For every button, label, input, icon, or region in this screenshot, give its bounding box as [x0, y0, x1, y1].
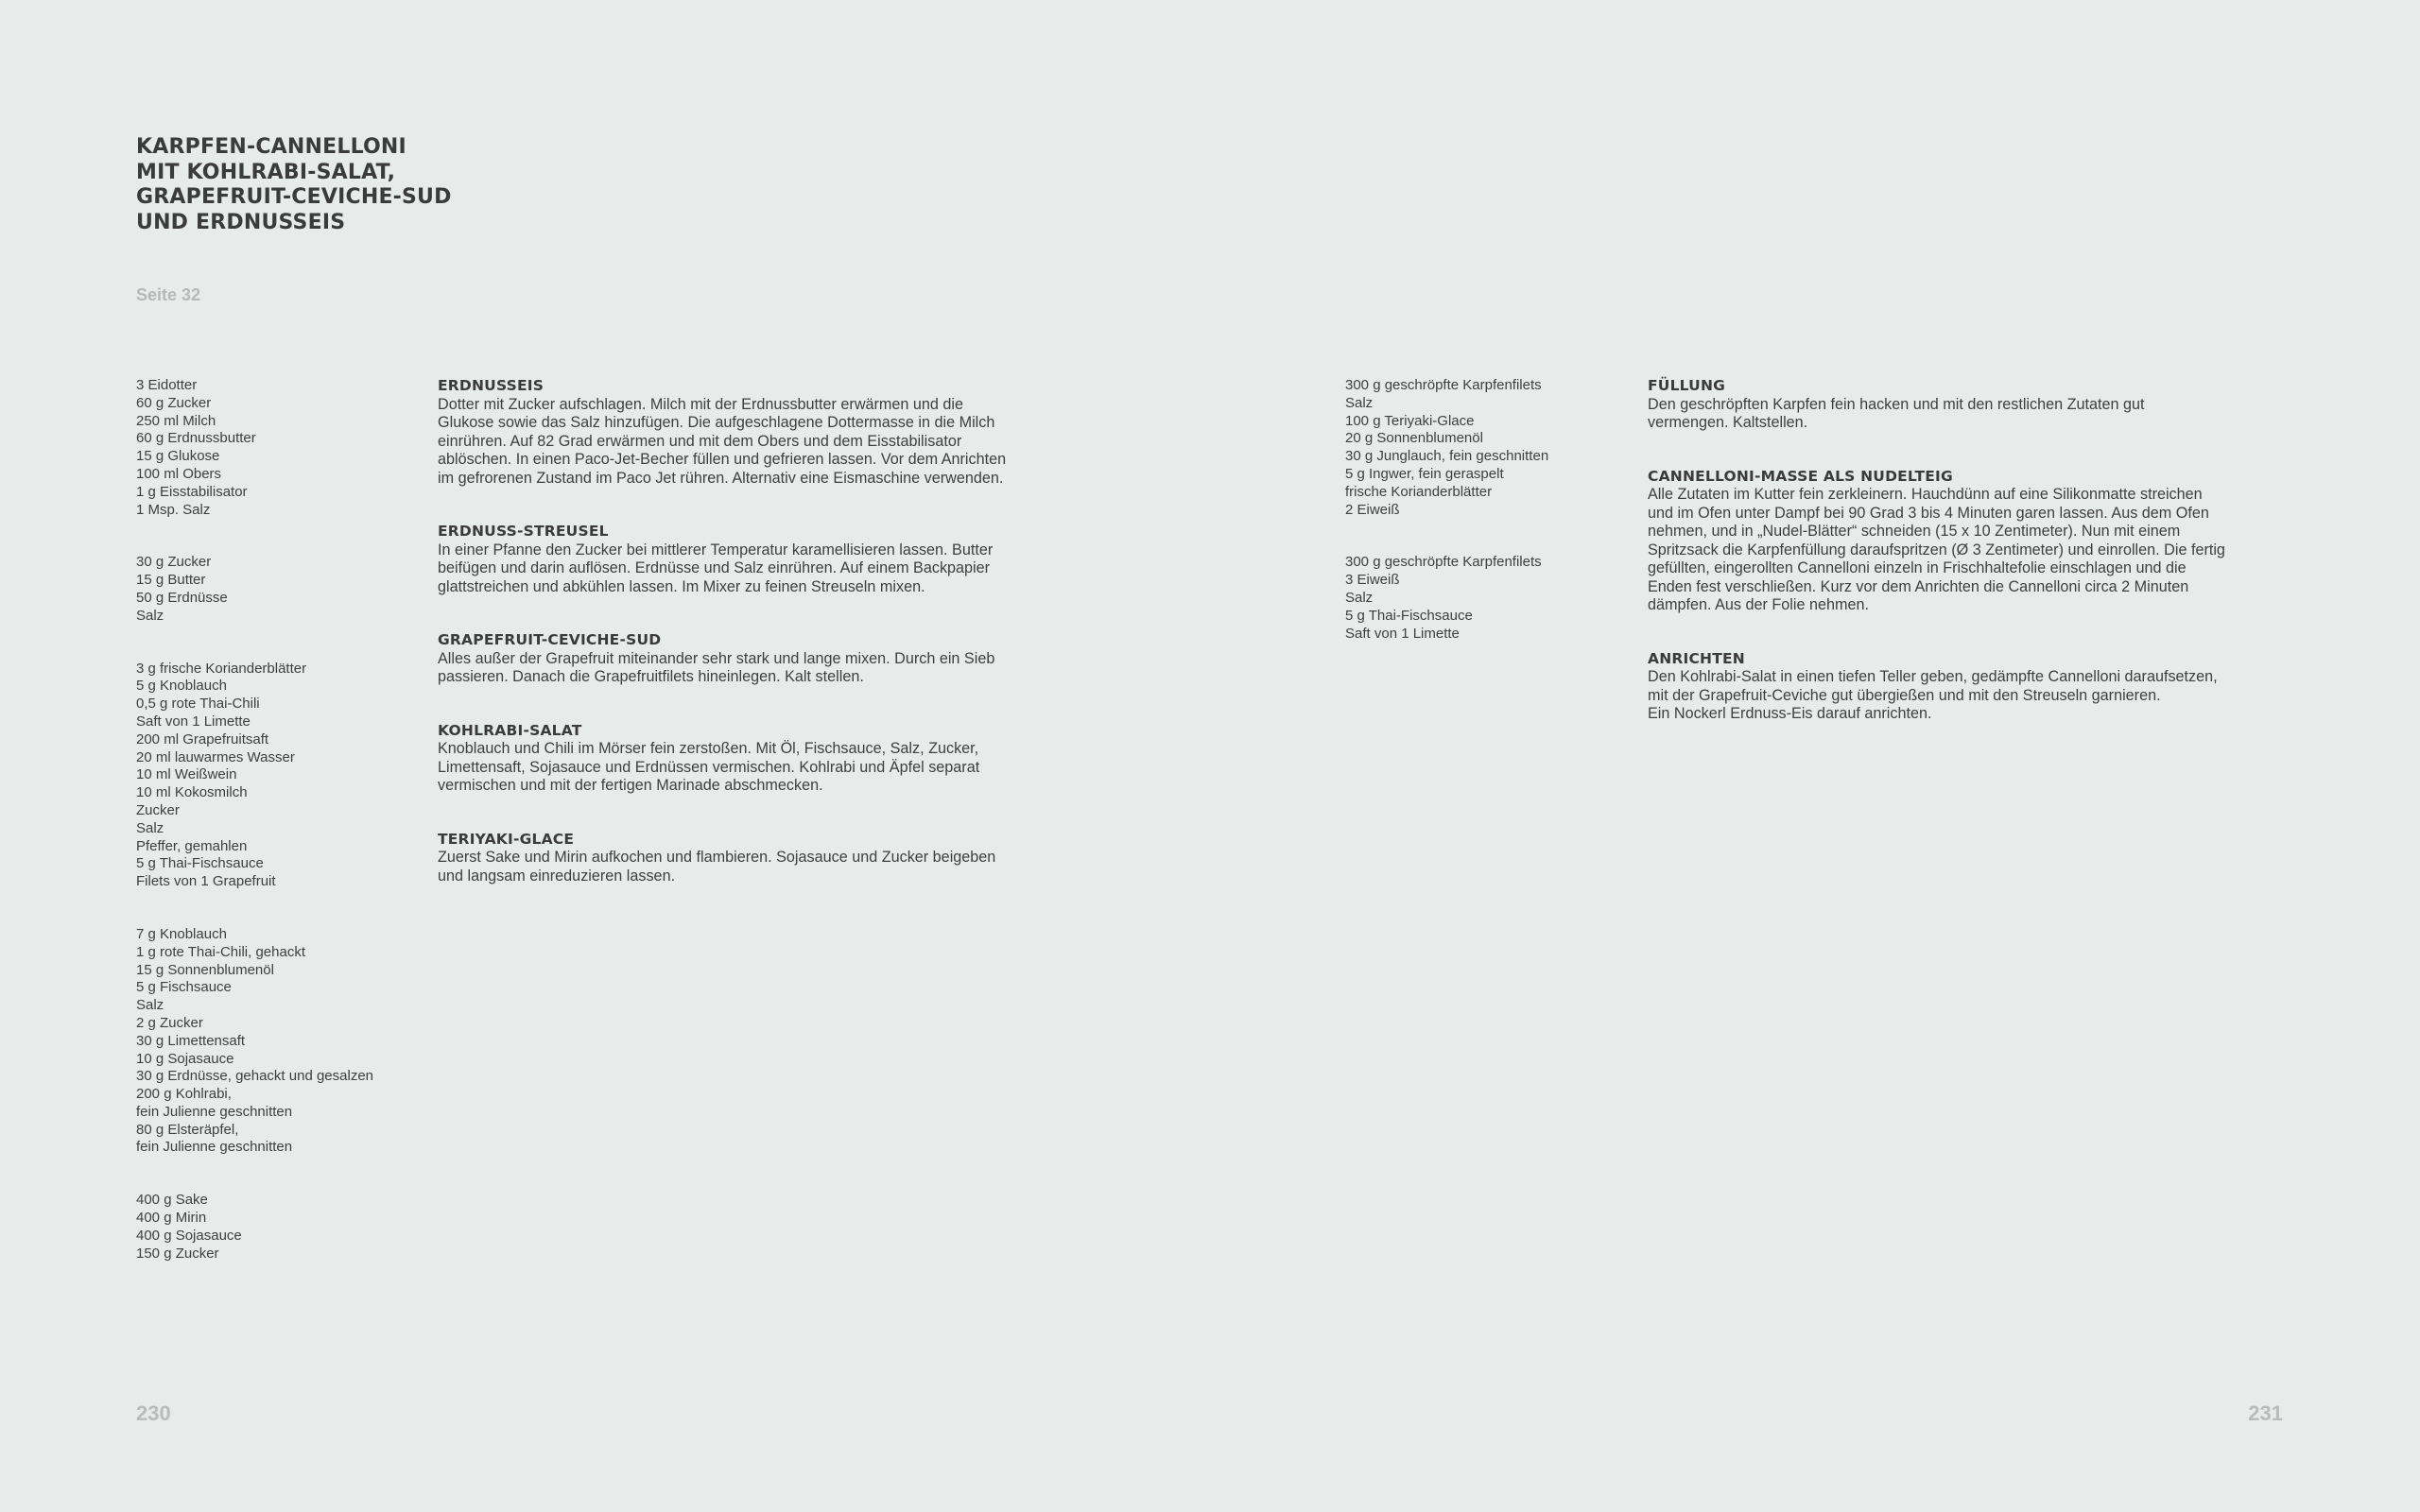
ingredient-line: 300 g geschröpfte Karpfenfilets — [1345, 554, 1542, 571]
recipe-step — [438, 631, 1099, 687]
ingredient-line: 10 ml Kokosmilch — [136, 784, 248, 801]
recipe-title — [136, 135, 703, 235]
step-text: Den Kohlrabi-Salat in einen tiefen Teller geben, gedämpfte Cannelloni daraufsetzen, mit der Grapefruit-Ceviche gut übergießen und mit den Streuseln garnieren. Ein Nockerl Erdnuss-Eis darauf anrichten. — [1648, 668, 2218, 722]
step-text: Dotter mit Zucker aufschlagen. Milch mit der Erdnussbutter erwärmen und die Glukose sowie das Salz hinzufügen. Die aufgeschlagene Dottermasse in die Milch einrühren. Auf 82 Grad erwärmen und mit dem Obers und dem Eisstabilisator ablöschen. In einen Paco-Jet-Becher füllen und gefrieren lassen. Vor dem Anrichten im gefrorenen Zustand im Paco Jet rühren. Alternativ eine Eismaschine verwenden. — [438, 395, 1007, 487]
title-line: UND ERDNUSSEIS — [136, 210, 346, 234]
ingredient-line: Saft von 1 Limette — [136, 713, 251, 730]
step-heading: GRAPEFRUIT-CEVICHE-SUD — [438, 631, 662, 648]
ingredient-line: 60 g Erdnussbutter — [136, 430, 256, 447]
ingredient-line: 80 g Elsteräpfel, — [136, 1121, 239, 1138]
ingredient-line: 20 ml lauwarmes Wasser — [136, 748, 295, 765]
step-heading: ERDNUSS-STREUSEL — [438, 523, 609, 540]
ingredient-line: Saft von 1 Limette — [1345, 625, 1460, 642]
step-heading: ANRICHTEN — [1648, 649, 1745, 667]
ingredient-group — [1345, 377, 1629, 519]
step-text: Knoblauch und Chili im Mörser fein zerstoßen. Mit Öl, Fischsauce, Salz, Zucker, Limettensaft, Sojasauce und Erdnüssen vermischen. Kohlrabi und Äpfel separat vermischen und mit der fertigen Marinade abschmecken. — [438, 740, 980, 794]
ingredient-line: 200 ml Grapefruitsaft — [136, 730, 269, 747]
ingredient-line: 1 g rote Thai-Chili, gehackt — [136, 943, 305, 960]
left-steps-column — [438, 377, 1099, 920]
ingredient-line: 30 g Junglauch, fein geschnitten — [1345, 448, 1549, 465]
ingredient-line: Salz — [1345, 394, 1374, 411]
ingredient-line: fein Julienne geschnitten — [136, 1103, 293, 1120]
title-line: KARPFEN-CANNELLONI — [136, 135, 406, 159]
ingredient-line: Salz — [1345, 589, 1374, 606]
ingredient-group — [136, 1192, 420, 1263]
ingredient-line: 250 ml Milch — [136, 412, 216, 429]
ingredient-line: 2 g Zucker — [136, 1014, 203, 1031]
ingredient-line: 30 g Limettensaft — [136, 1032, 246, 1049]
step-heading: CANNELLONI-MASSE ALS NUDELTEIG — [1648, 467, 1953, 485]
page-reference: Seite 32 — [136, 285, 201, 304]
recipe-step — [438, 831, 1099, 886]
ingredient-line: 0,5 g rote Thai-Chili — [136, 696, 260, 713]
ingredient-line: Filets von 1 Grapefruit — [136, 873, 276, 890]
ingredient-line: 20 g Sonnenblumenöl — [1345, 430, 1483, 447]
step-text: Den geschröpften Karpfen fein hacken und mit den restlichen Zutaten gut vermengen. Kaltstellen. — [1648, 395, 2145, 431]
ingredient-line: 5 g Knoblauch — [136, 678, 227, 695]
ingredient-line: 400 g Sake — [136, 1192, 208, 1209]
title-line: MIT KOHLRABI-SALAT, — [136, 160, 396, 184]
ingredient-line: Salz — [136, 607, 164, 624]
ingredient-line: 150 g Zucker — [136, 1245, 219, 1262]
recipe-step — [1648, 468, 2309, 615]
ingredient-line: 5 g Ingwer, fein geraspelt — [1345, 465, 1504, 482]
step-text: Alles außer der Grapefruit miteinander sehr stark und lange mixen. Durch ein Sieb passieren. Danach die Grapefruitfilets hineinlegen. Kalt stellen. — [438, 649, 995, 685]
ingredient-line: 1 Msp. Salz — [136, 501, 211, 518]
ingredient-line: 400 g Sojasauce — [136, 1227, 242, 1244]
step-heading: TERIYAKI-GLACE — [438, 830, 575, 848]
ingredient-line: 15 g Glukose — [136, 448, 220, 465]
ingredient-group — [136, 926, 420, 1157]
step-text: In einer Pfanne den Zucker bei mittlerer Temperatur karamellisieren lassen. Butter beifügen und darin auflösen. Erdnüsse und Salz einrühren. Auf einem Backpapier glattstreichen und abkühlen lassen. Im Mixer zu feinen Streuseln mixen. — [438, 541, 994, 595]
ingredient-line: 2 Eiweiß — [1345, 501, 1400, 518]
ingredient-line: 5 g Thai-Fischsauce — [1345, 607, 1473, 624]
step-text: Zuerst Sake und Mirin aufkochen und flambieren. Sojasauce und Zucker beigeben und langsam einreduzieren lassen. — [438, 849, 996, 885]
left-ingredients-column — [136, 377, 420, 1297]
ingredient-line: Pfeffer, gemahlen — [136, 837, 248, 854]
ingredient-line: 100 ml Obers — [136, 465, 222, 482]
ingredient-line: 10 g Sojasauce — [136, 1050, 234, 1067]
ingredient-group — [136, 554, 420, 625]
ingredient-line: 1 g Eisstabilisator — [136, 483, 248, 500]
ingredient-line: 3 Eiweiß — [1345, 572, 1400, 589]
ingredient-line: 200 g Kohlrabi, — [136, 1086, 232, 1103]
ingredient-line: 300 g geschröpfte Karpfenfilets — [1345, 377, 1542, 393]
ingredient-line: 10 ml Weißwein — [136, 766, 237, 783]
recipe-step — [438, 377, 1099, 488]
ingredient-line: 30 g Erdnüsse, gehackt und gesalzen — [136, 1068, 374, 1085]
page-number-right: 231 — [2248, 1401, 2283, 1425]
ingredient-line: Salz — [136, 997, 164, 1014]
step-text: Alle Zutaten im Kutter fein zerkleinern. Hauchdünn auf eine Silikonmatte streichen und im Ofen unter Dampf bei 90 Grad 3 bis 4 Minuten garen lassen. Aus dem Ofen nehmen, und in „Nudel-Blätter“ schneiden (15 x 10 Zentimeter). Nun mit einem Spritzsack die Karpfenfüllung daraufspritzen (Ø 3 Zentimeter) und einrollen. Die fertig gefüllten, eingerollten Cannelloni einzeln in Frischhaltefolie einschlagen und die Enden fest verschließen. Kurz vor dem Anrichten die Cannelloni circa 2 Minuten dämpfen. Aus der Folie nehmen. — [1648, 486, 2225, 613]
ingredient-line: 7 g Knoblauch — [136, 925, 227, 942]
ingredient-line: 3 Eidotter — [136, 377, 198, 393]
ingredient-line: fein Julienne geschnitten — [136, 1139, 293, 1156]
right-steps-column — [1648, 377, 2309, 759]
recipe-step — [1648, 377, 2309, 433]
ingredient-line: frische Korianderblätter — [1345, 483, 1493, 500]
ingredient-line: 15 g Butter — [136, 572, 206, 589]
ingredient-line: 30 g Zucker — [136, 554, 212, 571]
recipe-step — [438, 523, 1099, 596]
title-line: GRAPEFRUIT-CEVICHE-SUD — [136, 185, 452, 209]
recipe-step — [438, 722, 1099, 796]
ingredient-line: Zucker — [136, 801, 180, 818]
ingredient-line: 15 g Sonnenblumenöl — [136, 961, 274, 978]
right-ingredients-column — [1345, 377, 1629, 678]
ingredient-line: Salz — [136, 819, 164, 836]
page-number-left: 230 — [136, 1401, 171, 1425]
step-heading: KOHLRABI-SALAT — [438, 721, 582, 739]
ingredient-line: 100 g Teriyaki-Glace — [1345, 412, 1475, 429]
ingredient-line: 50 g Erdnüsse — [136, 589, 228, 606]
ingredient-line: 5 g Thai-Fischsauce — [136, 855, 264, 872]
ingredient-line: 60 g Zucker — [136, 394, 212, 411]
ingredient-group — [1345, 554, 1629, 643]
recipe-step — [1648, 650, 2309, 724]
ingredient-line: 5 g Fischsauce — [136, 979, 232, 996]
ingredient-line: 3 g frische Korianderblätter — [136, 660, 307, 677]
ingredient-group — [136, 661, 420, 891]
step-heading: ERDNUSSEIS — [438, 377, 544, 394]
step-heading: FÜLLUNG — [1648, 377, 1726, 394]
ingredient-group — [136, 377, 420, 519]
ingredient-line: 400 g Mirin — [136, 1210, 207, 1227]
